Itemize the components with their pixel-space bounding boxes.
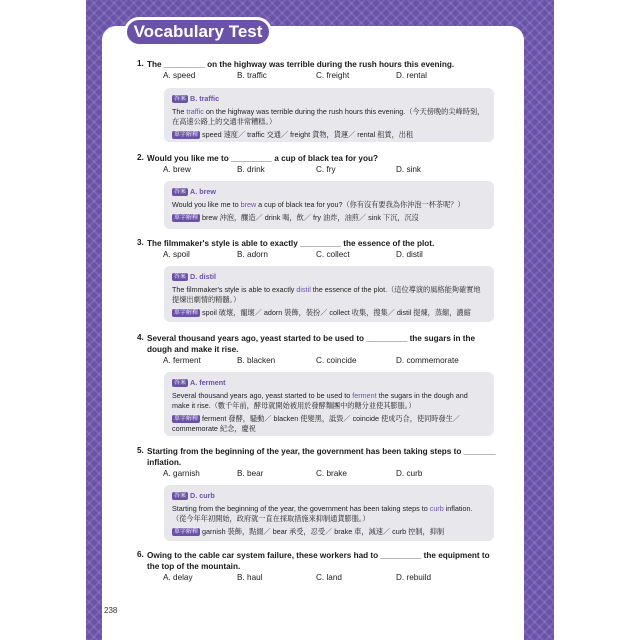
options-row bbox=[147, 71, 497, 82]
option-c: C. coincide bbox=[316, 356, 357, 365]
question-4 bbox=[137, 333, 497, 367]
answer-box-1 bbox=[164, 88, 494, 142]
option-a: A. delay bbox=[163, 573, 193, 582]
option-a: A. ferment bbox=[163, 356, 201, 365]
question-number: 2. bbox=[137, 153, 144, 162]
vocab-badge: 單字解釋 bbox=[174, 310, 199, 316]
option-c: C. brake bbox=[316, 469, 347, 478]
options-row bbox=[147, 250, 497, 261]
explanation: Several thousand years ago, yeast started to be used to ferment the sugars in the dough and make it rise.（數千年前，酵母就開始被用於發酵麵團中的糖分並使其膨脹。） bbox=[172, 391, 468, 410]
page-title: Vocabulary Test bbox=[124, 17, 272, 47]
question-number: 5. bbox=[137, 446, 144, 455]
option-c: C. land bbox=[316, 573, 342, 582]
explanation: Starting from the beginning of the year, the government has been taking steps to curb inflation.（從今年年初開始，政府就一直在採取措施來抑制通貨膨脹。） bbox=[172, 504, 473, 523]
question-stem: The filmmaker's style is able to exactly _________ the essence of the plot. bbox=[147, 239, 435, 248]
answer-box-4 bbox=[164, 372, 494, 436]
option-a: A. brew bbox=[163, 165, 191, 174]
answer-badge: 答案 bbox=[174, 189, 187, 195]
highlighted-word: brew bbox=[240, 200, 257, 209]
answer-box-2 bbox=[164, 181, 494, 229]
explanation: The traffic on the highway was terrible during the rush hours this evening.（今天傍晚的尖峰時刻，在高速公路上的交通非常糟糕。） bbox=[172, 107, 485, 126]
option-d: D. distil bbox=[396, 250, 423, 259]
option-b: B. traffic bbox=[237, 71, 267, 80]
answer-key: A. brew bbox=[190, 187, 216, 196]
question-stem: Would you like me to _________ a cup of black tea for you? bbox=[147, 154, 378, 163]
option-b: B. blacken bbox=[237, 356, 276, 365]
answer-badge: 答案 bbox=[174, 96, 187, 102]
answer-key: B. traffic bbox=[190, 94, 220, 103]
answer-key: D. distil bbox=[190, 272, 216, 281]
options-row bbox=[147, 356, 497, 367]
vocab-notes: speed 速度／ traffic 交通／ freight 貨物，貨運／ rental 租賃，出租 bbox=[202, 130, 414, 139]
answer-key: D. curb bbox=[190, 491, 215, 500]
options-row bbox=[147, 165, 497, 176]
highlighted-word: curb bbox=[429, 504, 444, 513]
option-c: C. collect bbox=[316, 250, 350, 259]
option-c: C. fry bbox=[316, 165, 336, 174]
question-number: 4. bbox=[137, 333, 144, 342]
question-5 bbox=[137, 446, 497, 480]
option-d: D. commemorate bbox=[396, 356, 459, 365]
option-b: B. haul bbox=[237, 573, 263, 582]
question-6 bbox=[137, 550, 497, 584]
option-a: A. garnish bbox=[163, 469, 200, 478]
page-number: 238 bbox=[104, 606, 118, 615]
options-row bbox=[147, 469, 497, 480]
answer-badge: 答案 bbox=[174, 274, 187, 280]
option-d: D. rental bbox=[396, 71, 427, 80]
question-number: 3. bbox=[137, 238, 144, 247]
vocab-badge: 單字解釋 bbox=[174, 416, 199, 422]
question-2 bbox=[137, 153, 497, 176]
option-a: A. spoil bbox=[163, 250, 190, 259]
vocab-badge: 單字解釋 bbox=[174, 529, 199, 535]
answer-box-5 bbox=[164, 485, 494, 541]
question-number: 6. bbox=[137, 550, 144, 559]
option-b: B. bear bbox=[237, 469, 264, 478]
option-b: B. adorn bbox=[237, 250, 268, 259]
question-stem: Starting from the beginning of the year, the government has been taking steps to _______ inflation. bbox=[147, 447, 496, 467]
vocab-notes: spoil 破壞，寵壞／ adorn 裝飾，裝扮／ collect 收集，搜集／ distil 提煉，蒸餾，濃縮 bbox=[202, 308, 471, 317]
question-number: 1. bbox=[137, 59, 144, 68]
highlighted-word: distil bbox=[296, 285, 311, 294]
vocab-notes: garnish 裝飾，點綴／ bear 承受，忍受／ brake 車，減速／ curb 控制，抑制 bbox=[202, 527, 445, 536]
answer-badge: 答案 bbox=[174, 380, 187, 386]
vocab-notes: ferment 發酵，騷動／ blacken 使變黑，詆毀／ coincide 使成巧合，使同時發生／ commemorate 紀念，慶祝 bbox=[172, 414, 461, 433]
answer-box-3 bbox=[164, 266, 494, 322]
vocab-badge: 單字解釋 bbox=[174, 215, 199, 221]
question-stem: The _________ on the highway was terrible during the rush hours this evening. bbox=[147, 60, 455, 69]
question-stem: Owing to the cable car system failure, these workers had to _________ the equipment to the top of the mountain. bbox=[147, 551, 490, 571]
options-row bbox=[147, 573, 497, 584]
question-stem: Several thousand years ago, yeast started to be used to _________ the sugars in the dough and make it rise. bbox=[147, 334, 476, 354]
option-b: B. drink bbox=[237, 165, 265, 174]
explanation: Would you like me to brew a cup of black tea for you?（你有沒有要我為你沖泡一杯茶呢？） bbox=[172, 200, 465, 209]
option-c: C. freight bbox=[316, 71, 350, 80]
highlighted-word: traffic bbox=[186, 107, 204, 116]
vocab-badge: 單字解釋 bbox=[174, 132, 199, 138]
option-d: D. curb bbox=[396, 469, 423, 478]
explanation: The filmmaker's style is able to exactly distil the essence of the plot.（這位導演的風格能夠確實地提煉出劇情的精髓。） bbox=[172, 285, 481, 304]
option-d: D. rebuild bbox=[396, 573, 432, 582]
highlighted-word: ferment bbox=[352, 391, 377, 400]
vocab-notes: brew 沖泡，釀造／ drink 喝，飲／ fry 油炸，油煎／ sink 下沉，沉沒 bbox=[202, 213, 419, 222]
question-3 bbox=[137, 238, 497, 261]
option-d: D. sink bbox=[396, 165, 422, 174]
option-a: A. speed bbox=[163, 71, 196, 80]
answer-badge: 答案 bbox=[174, 493, 187, 499]
answer-key: A. ferment bbox=[190, 378, 226, 387]
question-1 bbox=[137, 59, 497, 82]
